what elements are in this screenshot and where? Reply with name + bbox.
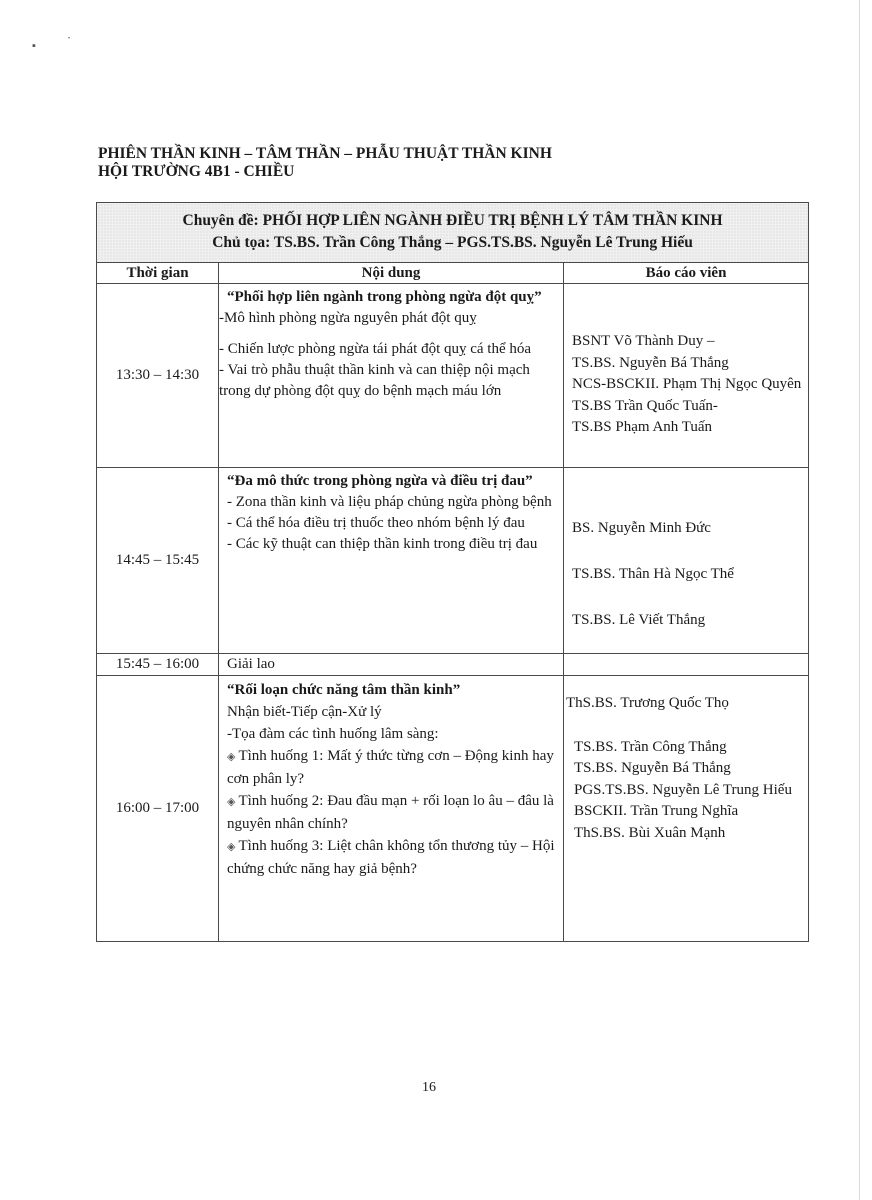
session-item: - Các kỹ thuật can thiệp thần kinh trong điều trị đau xyxy=(227,536,538,552)
session-content xyxy=(219,676,564,942)
session-time: 16:00 – 17:00 xyxy=(97,676,219,942)
schedule-table xyxy=(96,202,809,942)
speaker: TS.BS. Thân Hà Ngọc Thể xyxy=(572,566,734,582)
topic-banner xyxy=(97,203,809,263)
session-item: - Cá thể hóa điều trị thuốc theo nhóm bệnh lý đau xyxy=(227,515,525,531)
scan-edge-line xyxy=(859,0,860,1200)
case-item xyxy=(227,745,557,790)
speaker: NCS-BSCKII. Phạm Thị Ngọc Quyên xyxy=(572,376,802,392)
session-item: - Chiến lược phòng ngừa tái phát đột quỵ cá thể hóa xyxy=(219,341,532,357)
case-text: Tình huống 1: Mất ý thức từng cơn – Động kinh hay cơn phân ly? xyxy=(227,748,554,787)
speaker: ThS.BS. Bùi Xuân Mạnh xyxy=(574,824,726,841)
speaker: ThS.BS. Trương Quốc Thọ xyxy=(566,695,729,711)
speaker: BSNT Võ Thành Duy – xyxy=(572,333,715,349)
table-row xyxy=(97,284,809,468)
speaker: TS.BS. Trần Công Thắng xyxy=(574,738,727,755)
session-speakers xyxy=(564,654,809,676)
session-speakers xyxy=(564,468,809,654)
scan-speck: • xyxy=(68,36,71,42)
session-item: Nhận biết-Tiếp cận-Xử lý xyxy=(227,704,382,720)
session-content xyxy=(219,468,564,654)
case-item xyxy=(227,835,557,880)
session-item: -Mô hình phòng ngừa nguyên phát đột quỵ xyxy=(219,310,477,326)
column-header-content: Nội dung xyxy=(219,263,564,284)
session-time: 14:45 – 15:45 xyxy=(97,468,219,654)
session-content xyxy=(219,654,564,676)
session-header xyxy=(98,145,552,181)
session-item: - Vai trò phẫu thuật thần kinh và can thiệp nội mạch trong dự phòng đột quỵ do bệnh mạch máu lớn xyxy=(219,362,530,399)
session-speakers xyxy=(564,284,809,468)
session-content xyxy=(219,284,564,468)
diamond-bullet-icon: ◈ xyxy=(227,796,236,808)
speaker: TS.BS Phạm Anh Tuấn xyxy=(572,419,713,435)
diamond-bullet-icon: ◈ xyxy=(227,751,236,763)
column-header-speaker: Báo cáo viên xyxy=(564,263,809,284)
session-time: 15:45 – 16:00 xyxy=(97,654,219,676)
case-item xyxy=(227,790,557,835)
header-line-2: HỘI TRƯỜNG 4B1 - CHIỀU xyxy=(98,163,295,180)
header-line-1: PHIÊN THẦN KINH – TÂM THẦN – PHẪU THUẬT THẦN KINH xyxy=(98,145,552,162)
table-row xyxy=(97,676,809,942)
session-title: “Phối hợp liên ngành trong phòng ngừa đột quỵ” xyxy=(227,289,542,305)
session-title: “Rối loạn chức năng tâm thần kinh” xyxy=(227,682,461,698)
session-time: 13:30 – 14:30 xyxy=(97,284,219,468)
chairs-line: Chủ tọa: TS.BS. Trần Công Thắng – PGS.TS.BS. Nguyễn Lê Trung Hiếu xyxy=(212,234,693,251)
speaker: TS.BS Trần Quốc Tuấn- xyxy=(572,397,718,414)
column-header-row xyxy=(97,263,809,284)
break-label: Giải lao xyxy=(227,656,275,672)
session-title: “Đa mô thức trong phòng ngừa và điều trị đau” xyxy=(227,473,533,489)
speaker: TS.BS. Nguyễn Bá Thắng xyxy=(574,760,731,776)
session-speakers xyxy=(564,676,809,942)
page-number: 16 xyxy=(422,1080,436,1095)
speaker: PGS.TS.BS. Nguyễn Lê Trung Hiếu xyxy=(574,781,792,798)
case-text: Tình huống 2: Đau đầu mạn + rối loạn lo âu – đâu là nguyên nhân chính? xyxy=(227,793,554,832)
diamond-bullet-icon: ◈ xyxy=(227,841,236,853)
speaker: BSCKII. Trần Trung Nghĩa xyxy=(574,803,739,819)
speaker: BS. Nguyễn Minh Đức xyxy=(572,520,711,536)
column-header-time: Thời gian xyxy=(97,263,219,284)
table-row xyxy=(97,468,809,654)
session-item: - Zona thần kinh và liệu pháp chủng ngừa phòng bệnh xyxy=(227,494,552,510)
topic-title: Chuyên đề: PHỐI HỢP LIÊN NGÀNH ĐIỀU TRỊ BỆNH LÝ TÂM THẦN KINH xyxy=(182,212,723,229)
speaker: TS.BS. Nguyễn Bá Thắng xyxy=(572,354,729,371)
case-text: Tình huống 3: Liệt chân không tổn thương tủy – Hội chứng chức năng hay giả bệnh? xyxy=(227,838,555,877)
table-row xyxy=(97,654,809,676)
speaker: TS.BS. Lê Viết Thắng xyxy=(572,612,706,628)
session-item: -Tọa đàm các tình huống lâm sàng: xyxy=(227,726,439,742)
scan-speck: ▪ xyxy=(32,40,36,52)
